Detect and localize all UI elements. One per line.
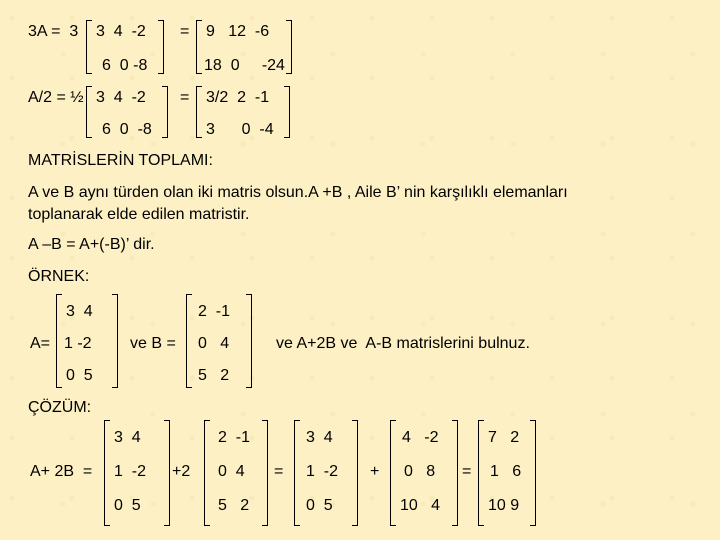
bracket-left: [104, 420, 110, 526]
matrix-cell-row: 6 0 -8: [102, 57, 148, 74]
equals-sign: =: [462, 463, 472, 480]
matrix-cell-row: 3 4 -2: [96, 89, 146, 106]
bracket-left: [196, 20, 202, 74]
3a-label: 3A = 3: [28, 23, 79, 40]
matrix-cell-row: 3 0 -4: [206, 121, 274, 138]
matrix-cell-row: 9 12 -6: [206, 23, 270, 40]
bracket-left: [56, 294, 62, 388]
example-label: ÖRNEK:: [28, 268, 90, 285]
equals-sign: =: [180, 89, 190, 106]
bracket-right: [530, 420, 536, 526]
solution-lhs: A+ 2B =: [30, 463, 93, 480]
bracket-left: [186, 294, 192, 388]
bracket-right: [162, 86, 168, 138]
solution-matrix-row: 2 -1: [218, 429, 251, 446]
solution-matrix-row: 3 4: [306, 429, 333, 446]
bracket-right: [286, 20, 292, 74]
definition-line: toplanarak elde edilen matristir.: [28, 206, 250, 223]
scalar-multiplier: +2: [172, 463, 191, 480]
solution-matrix-row: 3 4: [114, 429, 141, 446]
solution-matrix-row: 4 -2: [402, 429, 439, 446]
matrix-b-row: 0 4: [198, 335, 230, 352]
subtraction-rule: A –B = A+(-B)’ dir.: [28, 236, 155, 253]
bracket-right: [284, 86, 290, 138]
matrix-b-row: 2 -1: [198, 303, 231, 320]
bracket-right: [246, 294, 252, 388]
bracket-left: [204, 420, 210, 526]
bracket-left: [478, 420, 484, 526]
solution-matrix-row: 0 4: [218, 463, 245, 480]
solution-matrix-row: 1 -2: [306, 463, 339, 480]
bracket-left: [86, 20, 92, 74]
result-matrix-row: 10 9: [488, 497, 520, 514]
matrix-b-row: 5 2: [198, 367, 230, 384]
bracket-left: [86, 86, 92, 138]
definition-line: A ve B aynı türden olan iki matris olsun.A +B , Aile B’ nin karşılıklı elemanları: [28, 184, 568, 201]
matrix-a-row: 3 4: [66, 303, 93, 320]
matrix-a-row: 1 -2: [64, 335, 92, 352]
solution-matrix-row: 10 4: [400, 497, 441, 514]
matrix-a-row: 0 5: [66, 367, 93, 384]
bracket-left: [390, 420, 396, 526]
solution-label: ÇÖZÜM:: [28, 399, 92, 416]
matrix-b-label: ve B =: [130, 335, 176, 352]
bracket-right: [262, 420, 268, 526]
matrix-cell-row: 18 0 -24: [204, 57, 285, 74]
question-text: ve A+2B ve A-B matrislerini bulnuz.: [276, 335, 530, 352]
matrix-cell-row: 3/2 2 -1: [206, 89, 270, 106]
matrix-cell-row: 6 0 -8: [102, 121, 152, 138]
solution-matrix-row: 1 -2: [114, 463, 147, 480]
plus-sign: +: [370, 463, 380, 480]
solution-matrix-row: 0 5: [306, 497, 333, 514]
a-half-label: A/2 = ½: [28, 89, 84, 106]
bracket-left: [294, 420, 300, 526]
bracket-right: [164, 420, 170, 526]
result-matrix-row: 1 6: [490, 463, 522, 480]
equals-sign: =: [180, 23, 190, 40]
equals-sign: =: [274, 463, 284, 480]
solution-matrix-row: 0 8: [404, 463, 436, 480]
bracket-right: [352, 420, 358, 526]
section-title: MATRİSLERİN TOPLAMI:: [28, 152, 213, 169]
bracket-left: [196, 86, 202, 138]
solution-matrix-row: 5 2: [218, 497, 250, 514]
bracket-right: [452, 420, 458, 526]
result-matrix-row: 7 2: [488, 429, 520, 446]
bracket-right: [112, 294, 118, 388]
matrix-cell-row: 3 4 -2: [96, 23, 146, 40]
matrix-a-label: A=: [30, 335, 51, 352]
bracket-right: [158, 20, 164, 74]
solution-matrix-row: 0 5: [114, 497, 141, 514]
